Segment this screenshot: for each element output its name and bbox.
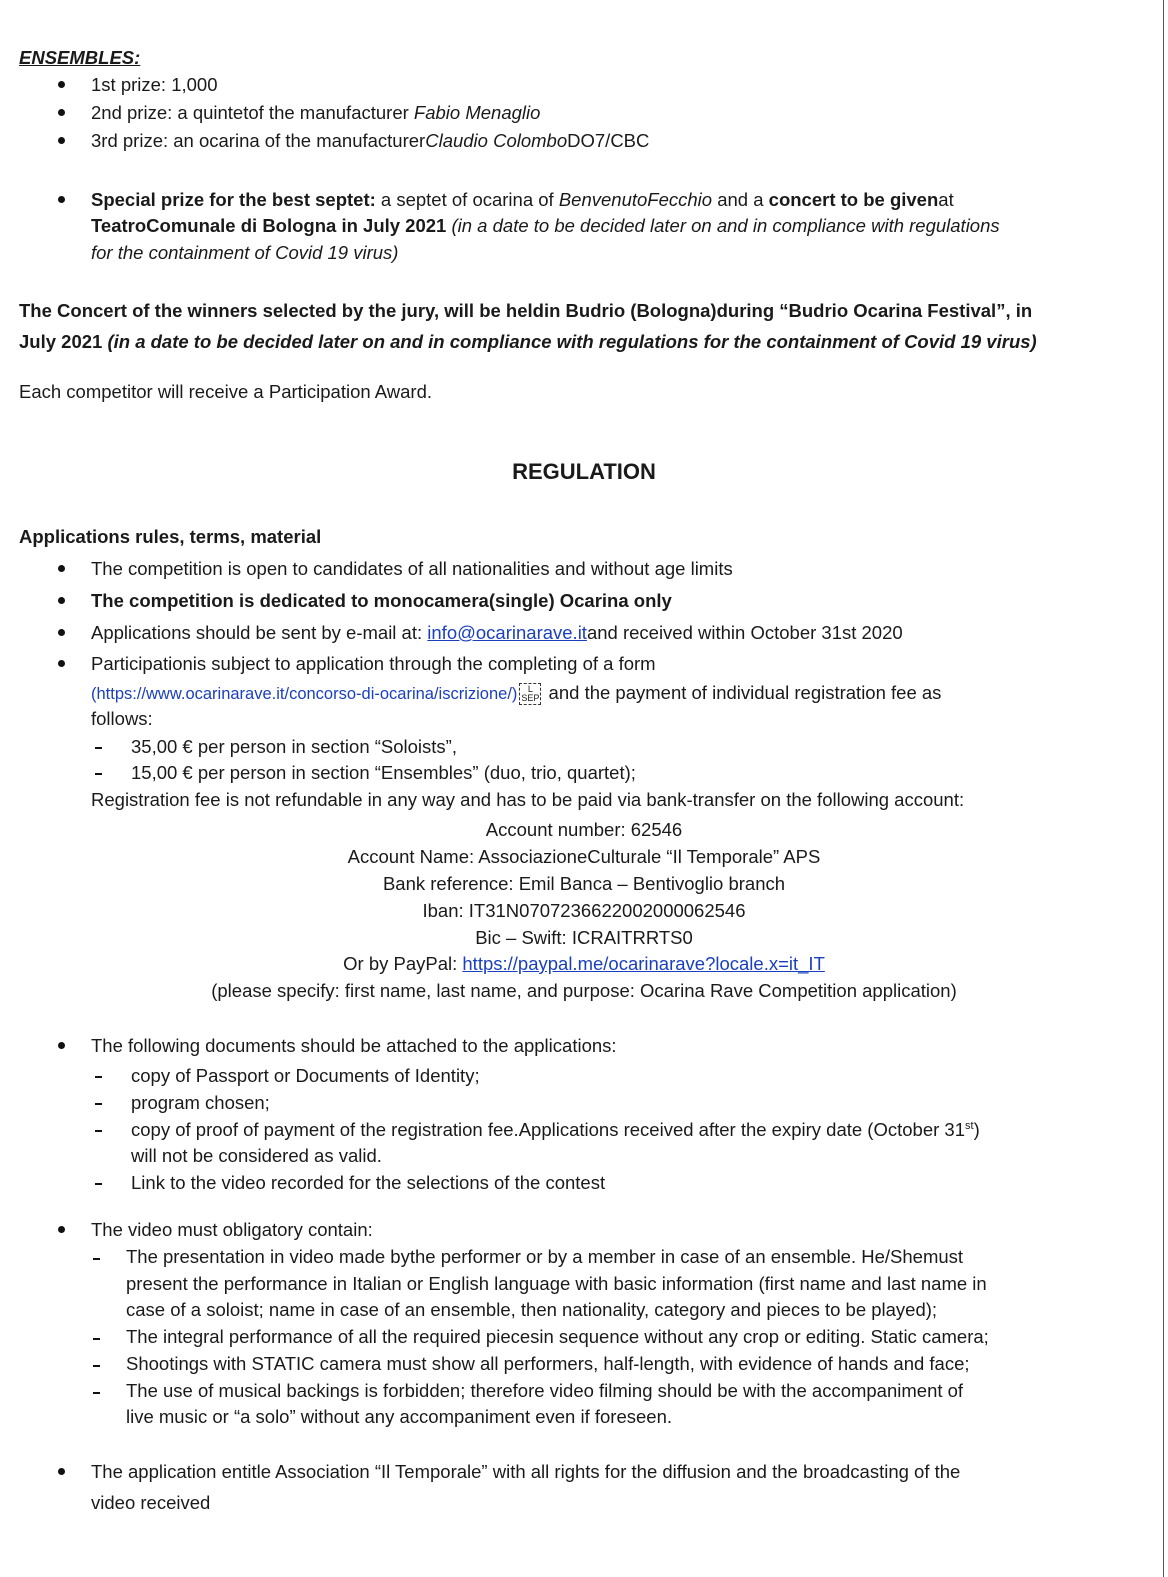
video-presentation-2: present the performance in Italian or English language with basic information (first name and last name in [126, 1273, 987, 1294]
bullet [58, 565, 65, 572]
video-presentation-1: The presentation in video made bythe performer or by a member in case of an ensemble. He/Shemust [126, 1246, 964, 1267]
refund-note: Registration fee is not refundable in any way and has to be paid via bank-transfer on the following account: [91, 789, 965, 810]
fee-ensembles: 15,00 € per person in section “Ensembles” (duo, trio, quartet); [131, 762, 636, 783]
rule-form-line-3: follows: [91, 708, 153, 729]
sep-glyph: L SEP [521, 684, 540, 704]
documents-intro: The following documents should be attached to the applications: [91, 1035, 617, 1056]
bullet [58, 137, 65, 144]
special-prize-line-1: Special prize for the best septet: a septet of ocarina of BenvenutoFecchio and a concert to be givenat [91, 189, 954, 210]
special-prize-line-2: TeatroComunale di Bologna in July 2021 (in a date to be decided later on and in compliance with regulations [91, 215, 1000, 236]
dash [95, 1103, 102, 1105]
account-number: Account number: 62546 [485, 819, 683, 840]
concert-line-1: The Concert of the winners selected by the jury, will be heldin Budrio (Bologna)during “Budrio Ocarina Festival”, in [19, 300, 1033, 321]
dash [95, 1076, 102, 1078]
document-video-link: Link to the video recorded for the selections of the contest [131, 1172, 606, 1193]
document-passport: copy of Passport or Documents of Identity; [131, 1065, 480, 1086]
dash [95, 1130, 102, 1132]
dash [95, 1183, 102, 1185]
document-program: program chosen; [131, 1092, 270, 1113]
bullet [58, 597, 65, 604]
bullet [58, 1468, 65, 1475]
ensembles-prize-2: 2nd prize: a quintetof the manufacturer Fabio Menaglio [91, 102, 541, 123]
ensembles-heading: ENSEMBLES: [19, 47, 141, 68]
rules-heading: Applications rules, terms, material [19, 526, 322, 547]
dash [93, 1258, 100, 1260]
concert-line-2: July 2021 (in a date to be decided later on and in compliance with regulations for the containment of Covid 19 virus) [19, 331, 1037, 352]
fee-soloists: 35,00 € per person in section “Soloists”, [131, 736, 457, 757]
bullet [58, 196, 65, 203]
ensembles-prize-1: 1st prize: 1,000 [91, 74, 218, 95]
paypal-line: Or by PayPal: https://paypal.me/ocarinarave?locale.x=it_IT [343, 953, 825, 974]
bullet [58, 629, 65, 636]
dash [95, 747, 102, 749]
dash [93, 1338, 100, 1340]
dash [95, 773, 102, 775]
video-integral-performance: The integral performance of all the required piecesin sequence without any crop or editing. Static camera; [126, 1326, 989, 1347]
video-intro: The video must obligatory contain: [91, 1219, 373, 1240]
rights-line-2: video received [91, 1492, 211, 1513]
page-right-edge [1163, 0, 1164, 1577]
document-payment-proof: copy of proof of payment of the registration fee.Applications received after the expiry date (October 31st) [131, 1119, 980, 1140]
email-link[interactable]: info@ocarinarave.it [427, 622, 587, 643]
account-name: Account Name: AssociazioneCulturale “Il Temporale” APS [347, 846, 821, 867]
iban: Iban: IT31N0707236622002000062546 [422, 900, 746, 921]
video-static-camera: Shootings with STATIC camera must show all performers, half-length, with evidence of hands and face; [126, 1353, 970, 1374]
bullet [58, 1226, 65, 1233]
paypal-link[interactable]: https://paypal.me/ocarinarave?locale.x=it_IT [462, 953, 825, 974]
document-payment-proof-cont: will not be considered as valid. [131, 1145, 382, 1166]
bullet [58, 81, 65, 88]
dash [93, 1365, 100, 1367]
payment-specify: (please specify: first name, last name, and purpose: Ocarina Rave Competition application) [211, 980, 957, 1001]
video-presentation-3: case of a soloist; name in case of an ensemble, then nationality, category and pieces to be played); [126, 1299, 938, 1320]
bullet [58, 660, 65, 667]
rule-form-line-2: (https://www.ocarinarave.it/concorso-di-ocarina/iscrizione/) L SEP and the payment of individual registration fee as [91, 682, 942, 704]
participation-award: Each competitor will receive a Participation Award. [19, 381, 433, 402]
regulation-title: REGULATION [512, 459, 656, 484]
bullet [58, 109, 65, 116]
rule-open: The competition is open to candidates of all nationalities and without age limits [91, 558, 733, 579]
ensembles-prize-3: 3rd prize: an ocarina of the manufacturerClaudio ColomboDO7/CBC [91, 130, 650, 151]
bic-swift: Bic – Swift: ICRAITRRTS0 [475, 927, 693, 948]
rule-form-line-1: Participationis subject to application through the completing of a form [91, 653, 656, 674]
video-backings-1: The use of musical backings is forbidden; therefore video filming should be with the accompaniment of [126, 1380, 964, 1401]
dash [93, 1392, 100, 1394]
form-url-link[interactable]: (https://www.ocarinarave.it/concorso-di-ocarina/iscrizione/) [91, 685, 518, 703]
rule-single-ocarina: The competition is dedicated to monocamera(single) Ocarina only [91, 590, 672, 611]
bank-reference: Bank reference: Emil Banca – Bentivoglio branch [382, 873, 786, 894]
video-backings-2: live music or “a solo” without any accompaniment even if foreseen. [126, 1406, 673, 1427]
special-prize-line-3: for the containment of Covid 19 virus) [91, 242, 399, 263]
rights-line-1: The application entitle Association “Il Temporale” with all rights for the diffusion and the broadcasting of the [91, 1461, 961, 1482]
bullet [58, 1042, 65, 1049]
rule-email: Applications should be sent by e-mail at: info@ocarinarave.itand received within October 31st 2020 [91, 622, 903, 643]
